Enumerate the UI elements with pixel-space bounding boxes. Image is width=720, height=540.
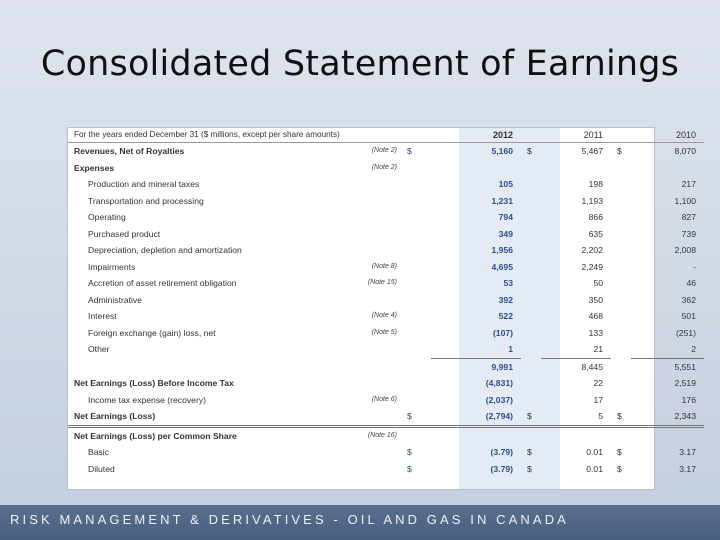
statement-row [68,209,704,226]
currency-symbol [521,308,541,325]
value-2010: 827 [681,212,696,222]
currency-symbol [521,292,541,309]
value-2011: 0.01 [586,447,603,457]
currency-symbol [521,259,541,276]
value-2012: 349 [498,228,513,239]
currency-symbol: $ [617,447,622,457]
currency-symbol [521,392,541,409]
currency-symbol [521,209,541,226]
statement-row [68,444,704,461]
value-2010: 2,519 [674,378,696,388]
statement-row [68,275,704,292]
value-2012: 53 [503,278,513,288]
statement-row [68,176,704,193]
value-2010: 3.17 [679,447,696,457]
statement-header-row [68,128,704,143]
note-ref [353,226,401,243]
value-2012: 5,160 [491,146,513,156]
note-ref [353,444,401,461]
row-label: Income tax expense (recovery) [88,394,206,405]
value-2011: 21 [593,344,603,354]
value-2011: 635 [588,228,603,239]
value-2011: 5 [541,408,611,426]
currency-symbol [401,209,431,226]
value-2012: (4,831) [485,378,513,388]
value-2012 [431,160,521,177]
note-ref: (Note 6) [371,395,397,403]
currency-symbol [611,176,631,193]
currency-symbol [521,375,541,392]
value-2011: 0.01 [586,463,603,474]
statement-row [68,308,704,325]
value-2010: 2 [691,344,696,354]
currency-symbol [401,226,431,243]
value-2011: 198 [588,179,603,189]
row-label: Depreciation, depletion and amortization [88,245,242,255]
currency-symbol [521,275,541,292]
value-2010: 8,070 [674,146,696,156]
value-2011 [541,426,611,444]
currency-symbol [521,242,541,259]
header-spacer [611,128,631,143]
year-header-2011: 2011 [541,128,611,143]
value-2012: 392 [498,294,513,305]
value-2012: (2,794) [431,408,521,426]
value-2011: 1,193 [581,195,603,206]
currency-symbol [611,375,631,392]
statement-row [68,375,704,392]
currency-symbol: $ [407,146,412,156]
row-label: Revenues, Net of Royalties [74,146,185,156]
currency-symbol [401,193,431,210]
currency-symbol [611,193,631,210]
note-ref [353,358,401,375]
currency-symbol [611,426,631,444]
currency-symbol [521,176,541,193]
value-2012: 105 [498,179,513,189]
statement-caption: For the years ended December 31 ($ millions, except per share amounts) [68,128,401,143]
statement-row [68,193,704,210]
slide-title: Consolidated Statement of Earnings [40,44,680,84]
currency-symbol: $ [407,463,412,474]
currency-symbol: $ [401,408,431,426]
currency-symbol [611,308,631,325]
earnings-statement-table [67,127,696,490]
value-2012: 9,991 [431,358,521,375]
value-2012: 1,231 [491,195,513,206]
year-header-2012: 2012 [431,128,521,143]
row-label: Purchased product [88,228,161,239]
currency-symbol [521,325,541,342]
row-label: Transportation and processing [88,195,204,206]
value-2010: 2,343 [631,408,704,426]
value-2010: 739 [681,228,696,239]
currency-symbol [521,160,541,177]
header-spacer [401,128,431,143]
value-2010: 5,551 [631,358,704,375]
value-2012 [431,426,521,444]
value-2011: 22 [593,378,603,388]
row-label: Diluted [88,463,115,474]
currency-symbol [611,275,631,292]
header-spacer [521,128,541,143]
value-2011: 50 [593,278,603,288]
statement-grid [68,128,704,477]
statement-row [68,292,704,309]
note-ref [353,341,401,358]
currency-symbol: $ [617,146,622,156]
value-2011: 17 [593,394,603,405]
statement-row [68,242,704,259]
currency-symbol [401,292,431,309]
currency-symbol [401,375,431,392]
currency-symbol [611,226,631,243]
currency-symbol [521,193,541,210]
value-2010: 217 [681,179,696,189]
currency-symbol [401,426,431,444]
note-ref [353,375,401,392]
note-ref: (Note 2) [371,163,397,171]
value-2010: 46 [686,278,696,288]
currency-symbol [611,341,631,358]
currency-symbol [401,308,431,325]
value-2010: 2,008 [674,245,696,255]
row-label: Net Earnings (Loss) [68,408,353,426]
row-label: Expenses [74,162,115,173]
note-ref [353,176,401,193]
value-2010: 362 [681,294,696,305]
currency-symbol [611,209,631,226]
value-2010 [631,426,704,444]
value-2010: - [693,261,696,272]
value-2011: 133 [588,327,603,338]
note-ref: (Note 2) [371,147,397,154]
note-ref [353,209,401,226]
currency-symbol [521,341,541,358]
note-ref [353,242,401,259]
statement-row [68,226,704,243]
value-2012: 1 [508,344,513,354]
value-2010: 501 [681,311,696,321]
currency-symbol [611,160,631,177]
value-2012: 522 [498,311,513,321]
value-2011: 866 [588,212,603,222]
currency-symbol: $ [527,463,532,474]
value-2011: 8,445 [541,358,611,375]
statement-row [68,392,704,409]
row-label: Net Earnings (Loss) per Common Share [74,430,237,441]
statement-row [68,325,704,342]
value-2011: 5,467 [581,146,603,156]
currency-symbol [401,392,431,409]
row-label: Accretion of asset retirement obligation [88,278,237,288]
value-2011: 468 [588,311,603,321]
currency-symbol [611,242,631,259]
year-header-2010: 2010 [631,128,704,143]
value-2010: 176 [681,394,696,405]
currency-symbol [401,275,431,292]
note-ref: (Note 8) [371,262,397,270]
note-ref [353,461,401,478]
currency-symbol [401,358,431,375]
statement-row [68,143,704,160]
statement-row [68,341,704,358]
currency-symbol [521,358,541,375]
value-2012: (3.79) [490,447,513,457]
row-label: Net Earnings (Loss) Before Income Tax [74,378,234,388]
currency-symbol [611,292,631,309]
value-2010: (251) [675,327,696,338]
footer-bar [0,505,720,540]
currency-symbol: $ [407,447,412,457]
note-ref: (Note 5) [371,328,397,336]
row-label [68,358,353,375]
statement-row [68,408,704,426]
row-label: Interest [88,311,117,321]
currency-symbol [401,160,431,177]
row-label: Operating [88,212,126,222]
currency-symbol [401,242,431,259]
value-2012: 794 [498,212,513,222]
note-ref: (Note 16) [367,431,397,439]
statement-row [68,426,704,444]
currency-symbol: $ [527,447,532,457]
note-ref: (Note 15) [367,279,397,286]
note-ref [353,193,401,210]
currency-symbol: $ [611,408,631,426]
statement-row [68,358,704,375]
row-label: Foreign exchange (gain) loss, net [88,327,216,338]
currency-symbol [611,358,631,375]
currency-symbol [401,259,431,276]
currency-symbol [401,325,431,342]
value-2012: 4,695 [491,261,513,272]
value-2011: 2,202 [581,245,603,255]
statement-row [68,259,704,276]
row-label: Basic [88,447,110,457]
row-label: Impairments [88,261,136,272]
currency-symbol [521,426,541,444]
value-2010 [631,160,704,177]
statement-row [68,461,704,478]
value-2012: (2,037) [485,394,513,405]
value-2012: (3.79) [490,463,513,474]
note-ref [353,408,401,426]
footer-text: RISK MANAGEMENT & DERIVATIVES - OIL AND GAS IN CANADA [10,512,569,527]
value-2011: 350 [588,294,603,305]
currency-symbol: $ [527,146,532,156]
value-2010: 1,100 [674,195,696,206]
currency-symbol [401,176,431,193]
currency-symbol [611,325,631,342]
value-2012: (107) [492,327,513,338]
row-label: Production and mineral taxes [88,179,200,189]
value-2011: 2,249 [581,261,603,272]
currency-symbol [401,341,431,358]
currency-symbol: $ [617,463,622,474]
currency-symbol [521,226,541,243]
note-ref: (Note 4) [371,312,397,319]
statement-row [68,160,704,177]
value-2010: 3.17 [679,463,696,474]
row-label: Other [88,344,110,355]
currency-symbol: $ [521,408,541,426]
note-ref [353,292,401,309]
currency-symbol [611,259,631,276]
currency-symbol [611,392,631,409]
value-2012: 1,956 [491,245,513,255]
row-label: Administrative [88,294,142,305]
value-2011 [541,160,611,177]
